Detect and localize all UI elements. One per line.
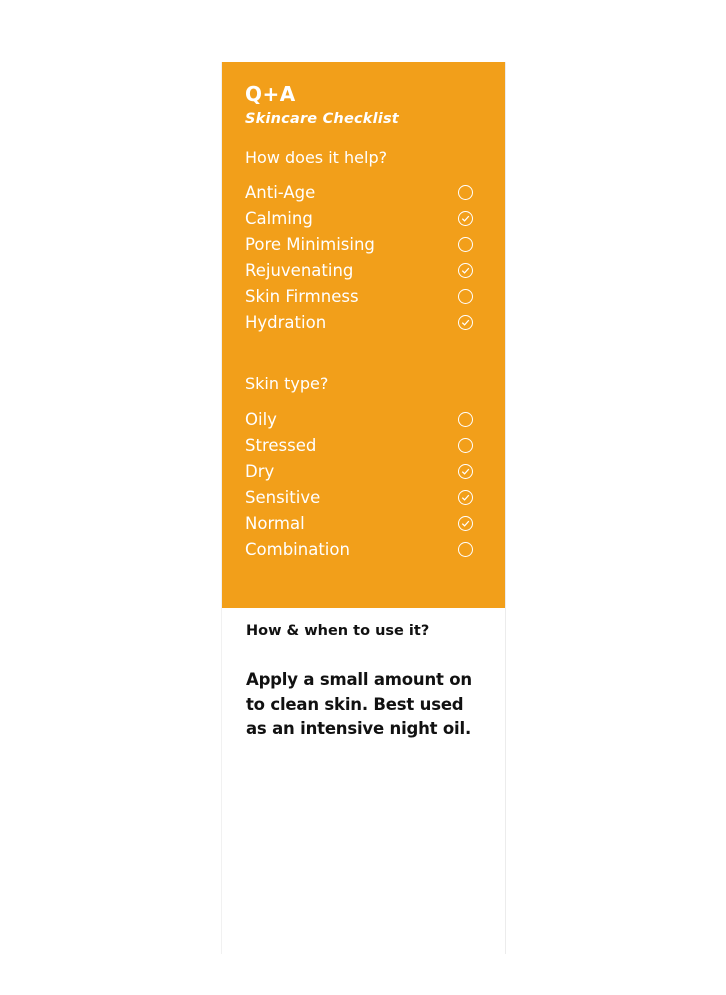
- help-item: [245, 257, 477, 283]
- skin-type-item: [245, 458, 477, 484]
- skin-type-list: [245, 406, 477, 562]
- check-circle-icon: [458, 211, 473, 226]
- help-item: [245, 205, 477, 231]
- empty-circle-icon: [458, 412, 473, 427]
- help-item-label: Anti-Age: [245, 182, 316, 202]
- skin-type-item: [245, 432, 477, 458]
- skin-type-label: Sensitive: [245, 487, 321, 507]
- usage-line: Apply a small amount on: [246, 670, 472, 689]
- usage-heading: How & when to use it?: [246, 623, 430, 639]
- skin-type-label: Dry: [245, 461, 275, 481]
- usage-instructions: [246, 668, 496, 742]
- help-item-label: Rejuvenating: [245, 260, 354, 280]
- help-item: [245, 283, 477, 309]
- product-box-side: [222, 62, 505, 954]
- usage-line: to clean skin. Best used: [246, 694, 464, 714]
- checklist-panel: [222, 62, 505, 608]
- empty-circle-icon: [458, 185, 473, 200]
- usage-panel: [222, 608, 505, 954]
- skin-type-item: [245, 536, 477, 562]
- help-item-label: Hydration: [245, 312, 327, 332]
- skin-type-label: Normal: [245, 513, 305, 533]
- help-item: [245, 231, 477, 257]
- empty-circle-icon: [458, 237, 473, 252]
- help-item: [245, 309, 477, 335]
- check-circle-icon: [458, 516, 473, 531]
- help-item-label: Skin Firmness: [245, 286, 359, 306]
- brand-logo: Q+A: [245, 82, 296, 106]
- empty-circle-icon: [458, 542, 473, 557]
- skin-type-question: Skin type?: [245, 374, 329, 393]
- empty-circle-icon: [458, 438, 473, 453]
- skin-type-item: [245, 484, 477, 510]
- help-item-label: Calming: [245, 208, 313, 228]
- usage-line: as an intensive night oil.: [246, 719, 472, 738]
- help-item: [245, 179, 477, 205]
- help-question: How does it help?: [245, 148, 388, 167]
- check-circle-icon: [458, 490, 473, 505]
- skin-type-label: Combination: [245, 539, 350, 559]
- checklist-title: Skincare Checklist: [245, 111, 399, 127]
- empty-circle-icon: [458, 289, 473, 304]
- skin-type-label: Stressed: [245, 435, 317, 455]
- help-list: [245, 179, 477, 335]
- check-circle-icon: [458, 263, 473, 278]
- help-item-label: Pore Minimising: [245, 234, 375, 254]
- skin-type-item: [245, 406, 477, 432]
- skin-type-label: Oily: [245, 409, 277, 429]
- check-circle-icon: [458, 315, 473, 330]
- skin-type-item: [245, 510, 477, 536]
- check-circle-icon: [458, 464, 473, 479]
